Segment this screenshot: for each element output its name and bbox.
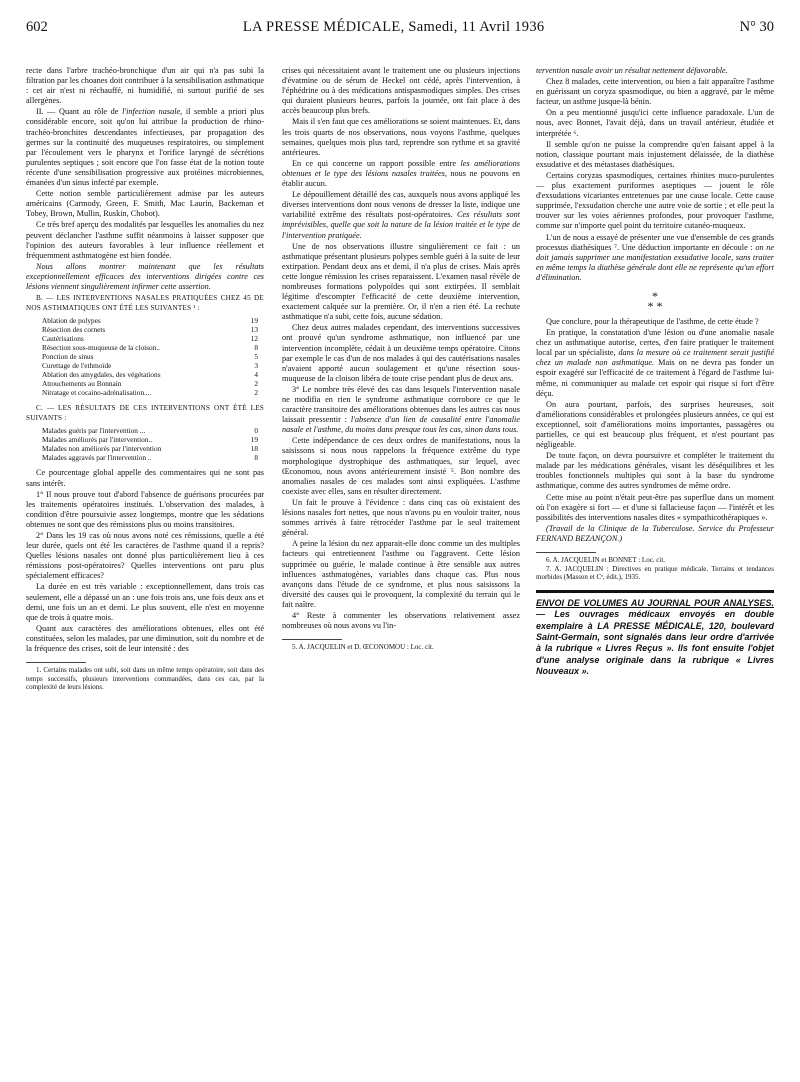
table-row [26,361,264,370]
text-run: L'un de nous a essayé de présenter une vue d'ensemble de ces grands processus diathésiques ⁷. Une déduction importante en découle : [536,232,774,252]
paragraph [536,328,774,399]
footnote-rule [536,552,596,553]
row-value: 2 [254,379,258,389]
footnote: 6. A. JACQUELIN et BONNET : Loc. cit. [546,556,666,565]
text-run: nous ne pouvons en établir aucun. [282,168,520,189]
paragraph [282,190,520,240]
paragraph: 2° Dans les 19 cas où nous avons noté ces rémissions, quelle a été leur durée, quels ont été les caractères de l'asthme quand il a repris? Quelles lésions nasales ont donné plus particulièrement lieu à ces rémissions post-opératoires? Quelles interventions ont paru plus spécialement efficaces? [26,531,264,581]
table-row [26,352,264,361]
results-table [26,426,264,462]
footnote: 5. A. JACQUELIN et D. ŒCONOMOU : Loc. cit. [292,643,434,652]
paragraph: Chez 8 malades, cette intervention, ou bien a fait apparaître l'asthme en guérissant un coryza spasmodique, ou bien a aggravé, par le même facteur, un asthme jusque-là bénin. [536,77,774,107]
row-label: Ablation de polypes [42,316,101,326]
page-number: 602 [26,18,48,35]
row-value: 2 [254,388,258,398]
table-row [26,435,264,444]
footnote-rule [26,662,86,663]
paragraph-italic: Nous allons montrer maintenant que les résultats exceptionnellement efficaces des interventions dirigées contre ces lésions viennent singulièrement infirmer cette assertion. [26,261,264,291]
table-row [26,316,264,325]
paragraph: A peine la lésion du nez apparait-elle donc comme un des multiples facteurs qui entretiennent l'asthme ou l'aggravent. Cette lésion supprimée ou guérie, le malade continue à être sensible aux autres influences asthmatogènes, variables dans chaque cas. Plus nous avançons dans l'étude de ce syndrome, et plus nous saisissons la diversité des causes qui le provoquent, la complexité du terrain qui le fait naître. [282,539,520,609]
text-run: II. — Quant au rôle de [36,107,123,117]
row-label: Malades améliorés par l'intervention.. [42,435,153,445]
paragraph: Chez deux autres malades cependant, des interventions successives ont prouvé qu'un syndrome asthmatique, non influencé par une intervention incomplète, cédait à un deuxième temps opératoire. Citons par exemple le cas d'un de nos malades à qui des cautérisations nasales n'avaient apporté aucun soulagement et qu'une résection sous-muqueuse de la cloison libéra de toute crise pendant plus de deux ans. [282,323,520,383]
row-label: Ponction de sinus [42,352,94,362]
table-row [26,426,264,435]
row-label: Nitratage et cocaino-adrénalisation.... [42,388,152,398]
footnotes [536,556,774,582]
table-b-title: B. — LES INTERVENTIONS NASALES PRATIQUÉES CHEZ 45 DE NOS ASTHMATIQUES ONT ÉTÉ LES SUIVANTES ¹ : [26,294,264,313]
row-value: 8 [254,453,258,463]
paragraph: Une de nos observations illustre singulièrement ce fait : un asthmatique présentant plusieurs polypes semble guéri à la suite de leur extirpation. Pendant deux ans et demi, il n'a plus de crises. Mais après cette longue rémission les crises reparaissent. L'examen nasal révèle de nombreuses formations polypoïdes qui sont extirpées. Il semblait légitime d'escompter l'efficacité de cette deuxième intervention, exactement calquée sur la première. Or, il n'en a rien été. La rechute asthmatique n'a subi, cette fois, aucune sédation. [282,241,520,322]
paragraph: Ce pourcentage global appelle des commentaires qui ne sont pas sans intérêt. [26,468,264,488]
row-label: Malades non améliorés par l'intervention [42,444,162,454]
text-run-italic: l'absence d'un lien de causalité entre l'anomalie nasale et l'asthme, du moins dans presque tous les cas, sinon dans tous. [282,415,520,435]
paragraph: On a peu mentionné jusqu'ici cette influence paradoxale. L'un de nous, avec Bonnet, l'avait déjà, dans un travail antérieur, étudiée et interprétée ⁶. [536,108,774,138]
paragraph: Cette notion semble particulièrement admise par les auteurs américains (Carmody, Green, F. Smith, Mac Laurin, Backeman et Tobey, Brown, Mullin, Ruskin, Chobot). [26,189,264,219]
text-run-italic: Ces résultats sont imprévisibles, quelle que soit la nature de la lésion traitée et le type de l'intervention pratiquée. [282,210,520,240]
text-run: Le dépouillement détaillé des cas, auxquels nous avons appliqué les diverses interventions dont nous venons de dresser la liste, indique une variabilité extrême des résultats post-opératoires. [282,190,520,220]
row-label: Malades aggravés par l'intervention .. [42,453,152,463]
paragraph: La durée en est très variable : exceptionnellement, dans trois cas seulement, elle a dépassé un an : une fois trois ans, une fois deux ans et demi, une fois un an et demi. Le plus souvent, elle n'est en moyenne que de trois à quatre mois. [26,582,264,622]
table-row [26,334,264,343]
text-run-italic: les améliorations obtenues et le type des lésions nasales traitées, [282,158,521,178]
paragraph: De toute façon, on devra poursuivre et compléter le traitement du malade par les médications générales, visant les déséquilibres et les troubles fonctionnels multiples qui sont à la base du syndrome asthmatique, comme des autres syndromes de même ordre. [536,451,774,491]
text-run-italic: l'infection nasale, [122,107,183,117]
issue-number: N° 30 [739,18,774,35]
row-value: 12 [250,334,258,344]
row-value: 19 [250,435,258,445]
paragraph [536,233,774,283]
paragraph-italic: tervention nasale avoir un résultat nettement défavorable. [536,66,728,75]
footnotes [26,666,264,692]
row-label: Résection sous-muqueuse de la cloison.. [42,343,160,353]
paragraph: Certains coryzas spasmodiques, certaines rhinites muco-purulentes — plus exactement puriformes aseptiques — jouent le rôle d'exsudations vicariantes entretenues par une cause locale. Cette cause supprimée, l'exsudation cherche une autre voie de sortie ; et elle peut la trouver sur les voies aériennes profondes, pour provoquer l'asthme, comme sur n'importe quel point du territoire cutanéo-muqueux. [536,170,774,231]
paragraph: recte dans l'arbre trachéo-bronchique d'un air qui n'a pas subi la filtration par les choanes doit contribuer à la sensibilisation asthmatique : cet air n'est ni réchauffé, ni humidifié, ni surtout purifié de ses allergènes. [26,66,264,106]
paragraph: Ce très bref aperçu des modalités par lesquelles les anomalies du nez peuvent déclancher l'asthme suffit néanmoins à laisser supposer que l'opinion des auteurs favorables à leur influence réellement et fréquemment asthmatogène est bien fondée. [26,220,264,260]
row-label: Résection des cornets [42,325,106,335]
table-row [26,370,264,379]
column-3 [536,66,774,678]
paragraph: Cette mise au point n'était peut-être pas superflue dans un moment où l'on exagère si fort — et d'une si fallacieuse façon — l'intérêt et les possibilités des interventions nasales dites « sympathicothérapiques ». [536,492,774,522]
row-value: 5 [254,352,258,362]
row-value: 18 [250,444,258,454]
paragraph: Il semble qu'on ne puisse la comprendre qu'en faisant appel à la notion, classique pourtant mais injustement délaissée, de la diathèse exsudative et des métastases diathésiques. [536,139,774,169]
paragraph: 4° Reste à commenter les observations relativement assez nombreuses où nous avons vu l'in- [282,610,520,631]
row-value: 4 [254,370,258,380]
footnote: 7. A. JACQUELIN : Directives en pratique médicale. Terrains et tendances morbides (Masson et Cᵉ, édit.), 1935. [536,564,774,582]
row-label: Attouchements au Bonnain [42,379,122,389]
text-run: 3° Le nombre très élevé des cas dans lesquels l'intervention nasale ne modifia en rien le syndrome asthmatique corrobore ce que le caractère transitoire des améliorations obtenues dans les autres cas nous laissait pressentir : [282,384,520,425]
row-label: Curettage de l'ethmoïde [42,361,112,371]
row-value: 19 [250,316,258,326]
paragraph: Que conclure, pour la thérapeutique de l'asthme, de cette étude ? [546,316,759,326]
table-c-title: C. — LES RÉSULTATS DE CES INTERVENTIONS ONT ÉTÉ LES SUIVANTS : [26,404,264,423]
text-run: il semble a priori plus considérable encore, soit qu'on lui attribue la production de rhino-trachéo-bronchites descendantes infectieuses, par propagation des germes sur la continuité des muqueuses respiratoires, ou simplement par l'écoulement vers le pharynx et l'orifice laryngé de sécrétions purulentes septiques ; soit encore que l'on fasse état de la notion toute récente d'une sensibilisation progressive aux protéines microbiennes, émanées d'un sinus infecté par exemple. [26,107,265,188]
paragraph: crises qui nécessitaient avant le traitement une ou plusieurs injections d'évatmine ou de sérum de Heckel ont cédé, après l'intervention, à l'éphédrine ou à des médications antispasmodiques simples. Des crises qui duraient plusieurs heures, parfois la journée, ont fait place à des accès beaucoup plus brefs. [282,66,520,116]
row-label: Cautérisations [42,334,84,344]
announcement-box [536,590,774,678]
paragraph [26,107,264,188]
footnote: 1. Certains malades ont subi, soit dans un même temps opératoire, soit dans des temps successifs, plusieurs interventions commandées, dans ces cas, par la complexité de leurs lésions. [26,666,264,692]
author-affiliation: (Travail de la Clinique de la Tuberculose. Service du Professeur FERNAND BEZANÇON.) [536,523,774,543]
section-break-asterism [536,288,774,313]
asterism-top: * [652,288,658,303]
table-row [26,388,264,397]
table-row [26,444,264,453]
table-row [26,453,264,462]
page-header [26,10,774,44]
paragraph: Un fait le prouve à l'évidence : dans cinq cas où existaient des lésions nasales fort nettes, que nous n'avons pu en vouloir traiter, nous sommes arrivés à faire rétrocéder l'asthme par le seul traitement général. [282,497,520,538]
journal-title: LA PRESSE MÉDICALE, Samedi, 11 Avril 1936 [242,18,545,35]
footnote-rule [282,639,342,640]
paragraph: Cette indépendance de ces deux ordres de manifestations, nous la saisissons si nous nous rappelons la fréquence extrême du type morphologique dystrophique des asthmatiques, sur lequel, avec Œconomou, nous avons antérieurement insisté ⁵. Bon nombre des anomalies nasales de ces malades sont ainsi expliquées. L'asthme coexiste avec elles, sans en résulter directement. [282,436,520,496]
table-row [26,325,264,334]
paragraph: 1° Il nous prouve tout d'abord l'absence de guérisons procurées par les traitements opératoires institués. L'observation des malades, à condition d'être poursuivie assez longtemps, montre que les sédations obtenues ne sont que des rémissions plus ou moins transitoires. [26,489,264,529]
text-run: En ce qui concerne un rapport possible entre [292,158,461,168]
column-1 [26,66,264,692]
table-row [26,343,264,352]
interventions-table [26,316,264,397]
paragraph [282,159,520,189]
paragraph: Quant aux caractères des améliorations obtenues, elles ont été constituées, selon les malades, par une diminution, soit du nombre et de la fréquence des crises, soit de leur intensité : des [26,623,264,654]
table-row [26,379,264,388]
row-label: Malades guéris par l'intervention ... [42,426,146,436]
row-value: 13 [250,325,258,335]
footnotes [282,643,520,652]
paragraph: On aura pourtant, parfois, des surprises heureuses, soit d'améliorations considérables et prolongées plusieurs années, ce qui est exceptionnel, soit d'améliorations moins importantes, passagères ou partielles, ce qui est beaucoup plus fréquent, et n'est pourtant pas négligeable. [536,399,774,450]
paragraph: Mais il s'en faut que ces améliorations se soient maintenues. Et, dans les trois quarts de nos observations, nous voyons l'asthme, quelques semaines, quelques mois plus tard, reprendre son rythme et sa gravité antérieures. [282,117,520,157]
text-run: Mais on ne devra pas fonder un espoir exagéré sur l'efficacité de ce traitement à l'égard de l'asthme lui-même, ni communiquer au malade cet espoir qui risque si fort d'être déçu. [536,358,774,398]
text-run-italic: dans la mesure où ce traitement serait justifié chez un malade non asthmatique. [536,348,774,368]
text-run: En pratique, la constatation d'une lésion ou d'une anomalie nasale chez un asthmatique autorise, certes, d'en faire pratiquer le traitement local par un spécialiste, [536,328,774,358]
row-value: 8 [254,343,258,353]
text-run-italic: on ne doit jamais supprimer une manifestation exsudative locale, sans traiter en même temps la diathèse générale dont elle ne représente qu'un effort d'élimination. [536,242,774,282]
asterism-bottom: * * [647,298,663,313]
column-2 [282,66,520,652]
row-value: 3 [254,361,258,371]
announcement-heading: ENVOI DE VOLUMES AU JOURNAL POUR ANALYSES. [536,597,774,608]
paragraph [282,385,520,435]
row-label: Ablation des amygdales, des végétations [42,370,161,380]
row-value: 0 [254,426,258,436]
announcement-body: — Les ouvrages médicaux envoyés en double exemplaire à LA PRESSE MÉDICALE, 120, boulevard Saint-Germain, sont signalés dans leur ordre d'arrivée à la rubrique « Livres Reçus ». Ils font ensuite l'objet d'une analyse originale dans la rubrique « Livres Nouveaux ». [536,609,774,677]
